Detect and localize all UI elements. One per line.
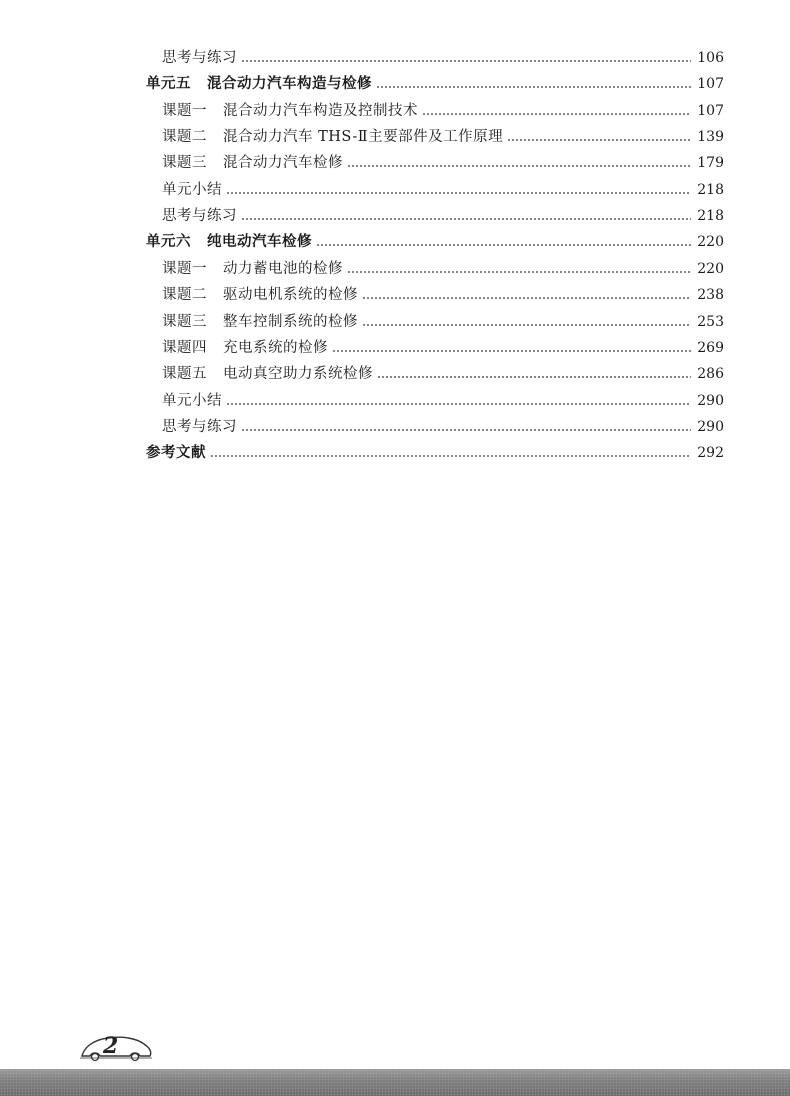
toc-entry-page-number: 220 <box>697 234 724 251</box>
toc-entry <box>162 124 724 150</box>
toc-entry-label <box>162 361 373 387</box>
toc-entry-prefix: 课题一 <box>162 260 207 277</box>
dot-leader <box>332 350 691 352</box>
toc-entry-page-number: 290 <box>697 392 724 409</box>
toc-entry-title: 电动真空助力系统检修 <box>223 366 373 383</box>
toc-entry-page-number: 286 <box>697 366 724 383</box>
toc-entry <box>162 177 724 203</box>
toc-entry-page-number: 179 <box>697 155 724 172</box>
toc-entry-page-number: 139 <box>697 129 724 146</box>
toc-entry-title: 混合动力汽车 THS-Ⅱ主要部件及工作原理 <box>223 129 504 146</box>
toc-entry-title: 整车控制系统的检修 <box>223 313 358 330</box>
toc-entry <box>146 440 724 466</box>
dot-leader <box>226 403 691 405</box>
dot-leader <box>241 60 691 62</box>
toc-entry-page-number: 107 <box>697 102 724 119</box>
toc-entry-title: 混合动力汽车构造与检修 <box>207 76 372 93</box>
toc-entry <box>162 361 724 387</box>
toc-entry-title: 纯电动汽车检修 <box>207 234 312 251</box>
toc-entry <box>162 150 724 176</box>
toc-entry-label <box>162 388 222 414</box>
toc-entry-label <box>162 256 343 282</box>
toc-entry-label <box>146 229 312 255</box>
toc-entry-label <box>162 150 343 176</box>
toc-entry-prefix: 课题二 <box>162 287 207 304</box>
toc-entry-page-number: 292 <box>697 445 724 462</box>
toc-entry-page-number: 269 <box>697 339 724 356</box>
toc-entry <box>162 203 724 229</box>
toc-entry <box>162 256 724 282</box>
toc-entry-title: 思考与练习 <box>162 50 237 66</box>
toc-entry-prefix: 课题四 <box>162 339 207 356</box>
toc-entry-prefix: 课题三 <box>162 155 207 172</box>
toc-entry <box>162 335 724 361</box>
dot-leader <box>362 297 691 299</box>
toc-entry-page-number: 106 <box>697 50 724 66</box>
toc-entry <box>162 414 724 440</box>
dot-leader <box>347 165 691 167</box>
toc-entry-title: 单元小结 <box>162 181 222 198</box>
toc-entry-label <box>162 203 237 229</box>
toc-entry-label <box>162 124 503 150</box>
dot-leader <box>241 429 691 431</box>
toc-entry-page-number: 253 <box>697 313 724 330</box>
toc-entry-label <box>162 414 237 440</box>
toc-entry-page-number: 290 <box>697 418 724 435</box>
toc-entry-page-number: 218 <box>697 208 724 225</box>
dot-leader <box>226 192 691 194</box>
dot-leader <box>377 376 691 378</box>
toc-entry-label <box>162 309 358 335</box>
toc-entry-label <box>162 177 222 203</box>
toc-entry-title: 思考与练习 <box>162 418 237 435</box>
toc-entry-title: 参考文献 <box>146 445 206 462</box>
toc-entry-prefix: 课题一 <box>162 102 207 119</box>
toc-entry-page-number: 238 <box>697 287 724 304</box>
dot-leader <box>347 271 691 273</box>
toc-entry <box>162 282 724 308</box>
decorative-footer-band <box>0 1069 790 1096</box>
toc-entry-title: 动力蓄电池的检修 <box>223 260 343 277</box>
toc-entry-title: 单元小结 <box>162 392 222 409</box>
toc-entry-title: 充电系统的检修 <box>223 339 328 356</box>
toc-entry <box>146 229 724 255</box>
toc-entry-title: 混合动力汽车检修 <box>223 155 343 172</box>
toc-entry-prefix: 课题五 <box>162 366 207 383</box>
toc-entry <box>162 309 724 335</box>
dot-leader <box>210 455 691 457</box>
toc-entry-title: 驱动电机系统的检修 <box>223 287 358 304</box>
toc-entry <box>162 98 724 124</box>
dot-leader <box>316 244 691 246</box>
toc-entry-label <box>162 98 418 124</box>
toc-entry-title: 思考与练习 <box>162 208 237 225</box>
dot-leader <box>507 139 691 141</box>
dot-leader <box>376 86 691 88</box>
toc-entry-label <box>146 71 372 97</box>
toc-entry <box>162 45 724 71</box>
toc-entry-prefix: 单元六 <box>146 234 191 251</box>
toc-entry <box>146 71 724 97</box>
toc-entry-title: 混合动力汽车构造及控制技术 <box>223 102 418 119</box>
dot-leader <box>422 113 691 115</box>
toc-entry-label <box>162 335 328 361</box>
toc-entry-page-number: 218 <box>697 181 724 198</box>
page-number: 2 <box>103 1033 119 1059</box>
dot-leader <box>362 324 691 326</box>
toc-entry-label <box>146 440 206 466</box>
toc-entry-label <box>162 45 237 71</box>
dot-leader <box>241 218 691 220</box>
toc-entry-label <box>162 282 358 308</box>
toc-entry-prefix: 课题二 <box>162 129 207 146</box>
toc-entry-page-number: 220 <box>697 260 724 277</box>
toc-entry <box>162 388 724 414</box>
toc-entry-page-number: 107 <box>697 76 724 93</box>
toc-entry-prefix: 课题三 <box>162 313 207 330</box>
toc-entry-prefix: 单元五 <box>146 76 191 93</box>
